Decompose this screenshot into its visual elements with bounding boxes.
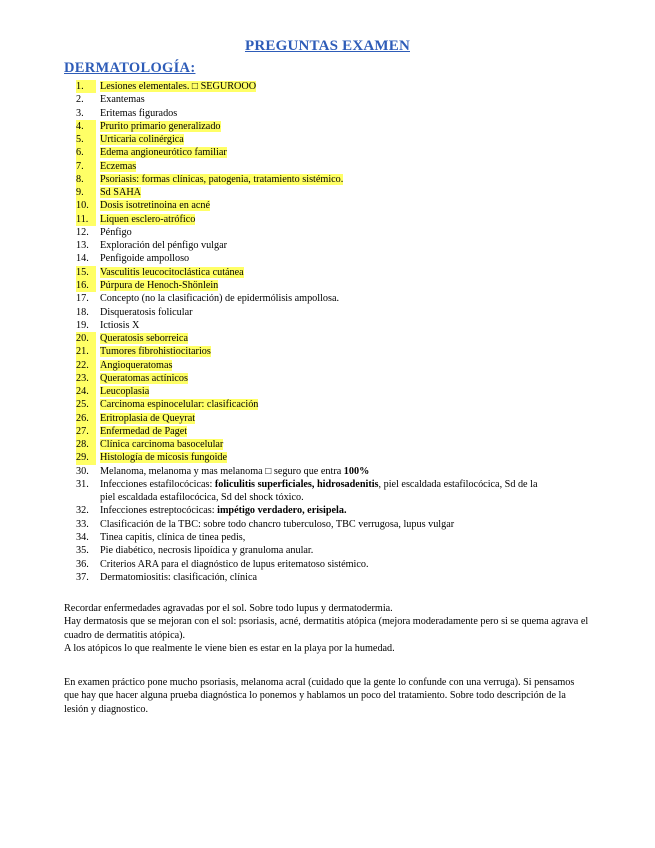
list-item: 36. Criterios ARA para el diagnóstico de lupus eritematoso sistémico. xyxy=(76,558,369,570)
exam-note-paragraph: En examen práctico pone mucho psoriasis, melanoma acral (cuidado que la gente lo confunde con una verruga). Si pensamos que hay que hacer alguna prueba diagnóstica lo ponemos y hablamos un poco del tratamiento. Sobre todo descripción de la lesión y diagnostico. xyxy=(64,677,575,715)
list-item: 29. Histología de micosis fungoide xyxy=(76,452,228,464)
list-item: 35. Pie diabético, necrosis lipoídica y granuloma anular. xyxy=(76,545,314,557)
list-item: 31. Infecciones estafilocócicas: foliculitis superficiales, hidrosadenitis, piel escaldada estafilocócica, Sd de la piel escaldada estafilocócica, Sd del shock tóxico. xyxy=(76,478,538,504)
note-paragraph xyxy=(64,602,589,655)
list-item: 22. Angioqueratomas xyxy=(76,359,173,371)
list-item: 4. Prurito primario generalizado xyxy=(76,120,221,132)
page-title: PREGUNTAS EXAMEN xyxy=(244,38,410,54)
list-item: 18. Disqueratosis folicular xyxy=(76,306,193,318)
list-item: 34. Tinea capitis, clínica de tinea pedis, xyxy=(76,532,246,543)
list-item: 13. Exploración del pénfigo vulgar xyxy=(76,240,228,252)
list-item: 24. Leucoplasia xyxy=(76,386,150,398)
list-item: 9. Sd SAHA xyxy=(76,187,142,199)
list-item: 21. Tumores fibrohistiocitarios xyxy=(76,346,211,358)
list-item: 28. Clínica carcinoma basocelular xyxy=(76,439,224,451)
section-heading: DERMATOLOGÍA: xyxy=(64,60,196,76)
note-line: Recordar enfermedades agravadas por el sol. Sobre todo lupus y dermatodermia. xyxy=(64,603,393,614)
list-item: 14. Penfigoide ampolloso xyxy=(76,253,190,265)
list-item: 33. Clasificación de la TBC: sobre todo chancro tuberculoso, TBC verrugosa, lupus vulgar xyxy=(76,518,455,530)
list-item: 23. Queratomas actínicos xyxy=(76,372,188,384)
list-item: 3. Eritemas figurados xyxy=(76,107,178,119)
list-item: 1. Lesiones elementales. □ SEGUROOO xyxy=(76,81,257,92)
question-list xyxy=(0,80,655,584)
list-item: 27. Enfermedad de Paget xyxy=(76,425,188,437)
list-item: 25. Carcinoma espinocelular: clasificación xyxy=(76,399,259,411)
list-item: 32. Infecciones estreptocócicas: impétigo verdadero, erisipela. xyxy=(76,505,347,517)
list-item: 8. Psoriasis: formas clínicas, patogenia, tratamiento sistémico. xyxy=(76,173,344,185)
note-line: Hay dermatosis que se mejoran con el sol: psoriasis, acné, dermatitis atópica (mejora moderadamente pero si se quema agrava el cuadro de dermatitis atópica). xyxy=(64,616,589,641)
list-item: 37. Dermatomiositis: clasificación, clínica xyxy=(76,571,258,583)
list-item: 6. Edema angioneurótico familiar xyxy=(76,147,227,159)
note-line: A los atópicos lo que realmente le viene bien es estar en la playa por la humedad. xyxy=(64,642,395,654)
list-item: 10. Dosis isotretinoina en acné xyxy=(76,200,211,212)
list-item: 2. Exantemas xyxy=(76,94,145,106)
list-item: 20. Queratosis seborreica xyxy=(76,333,188,345)
list-item: 15. Vasculitis leucocitoclástica cutánea xyxy=(76,266,244,278)
list-item: 12. Pénfigo xyxy=(76,226,132,238)
list-item: 7. Eczemas xyxy=(76,160,137,172)
list-item: 16. Púrpura de Henoch-Shönlein xyxy=(76,279,219,291)
list-item: 30. Melanoma, melanoma y mas melanoma □ seguro que entra 100% xyxy=(76,465,370,477)
list-item: 5. Urticaria colinérgica xyxy=(76,134,184,146)
list-item: 11. Liquen esclero-atrófico xyxy=(76,213,196,225)
list-item: 17. Concepto (no la clasificación) de epidermólisis ampollosa. xyxy=(76,293,340,305)
list-item: 19. Ictiosis X xyxy=(76,319,140,331)
list-item: 26. Eritroplasia de Queyrat xyxy=(76,412,196,424)
